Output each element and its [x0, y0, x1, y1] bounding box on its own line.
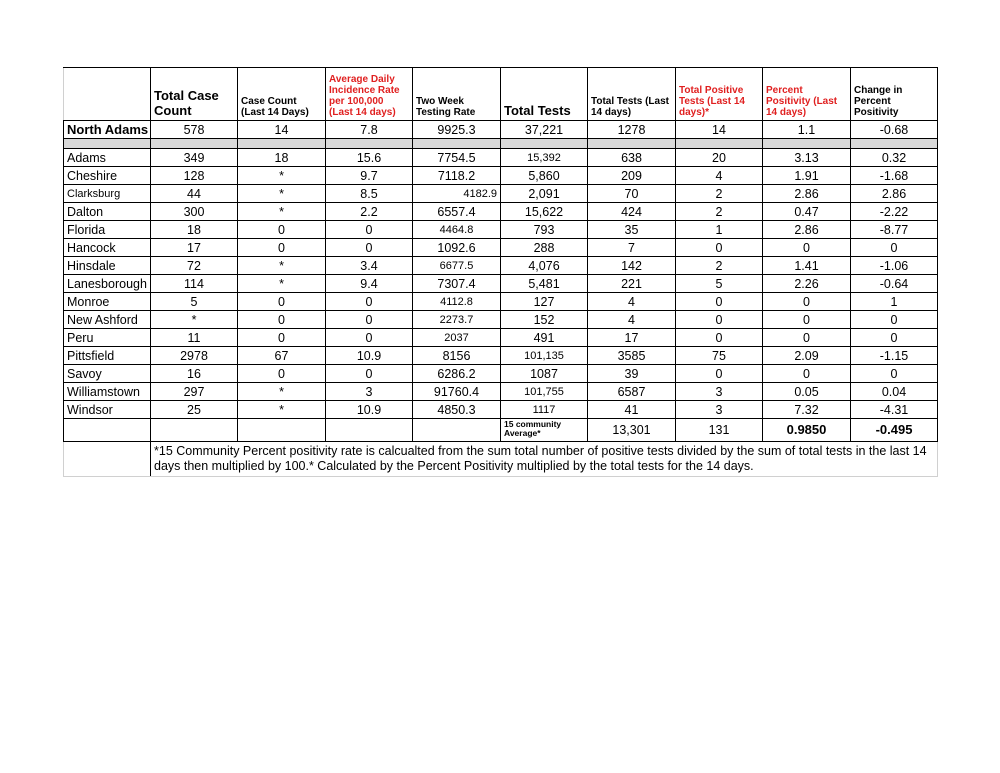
cell: 0 — [326, 329, 413, 347]
cell: -4.31 — [851, 401, 938, 419]
cell: 6677.5 — [413, 257, 501, 275]
north-adams-row — [64, 121, 938, 139]
cell: 0 — [326, 293, 413, 311]
cell: 35 — [588, 221, 676, 239]
cell: 0 — [763, 311, 851, 329]
average-change: -0.495 — [851, 419, 938, 442]
cell: -0.64 — [851, 275, 938, 293]
cell: 7.8 — [326, 121, 413, 139]
cell: 4,076 — [501, 257, 588, 275]
blank-cell — [238, 419, 326, 442]
cell: 2 — [676, 203, 763, 221]
blank-cell — [64, 419, 151, 442]
header-total-positive: Total Positive Tests (Last 14 days)* — [676, 68, 763, 121]
separator-row — [64, 139, 938, 149]
cell: 0 — [763, 293, 851, 311]
average-total-positive: 131 — [676, 419, 763, 442]
cell: 44 — [151, 185, 238, 203]
header-case-count-14: Case Count (Last 14 Days) — [238, 68, 326, 121]
cell: 8.5 — [326, 185, 413, 203]
table-row — [64, 383, 938, 401]
cell: 0 — [238, 311, 326, 329]
cell: 9.7 — [326, 167, 413, 185]
cell: 3585 — [588, 347, 676, 365]
cell: 0 — [763, 329, 851, 347]
blank-cell — [64, 442, 151, 477]
cell-town-name: Windsor — [64, 401, 151, 419]
cell: 578 — [151, 121, 238, 139]
cell: 10.9 — [326, 401, 413, 419]
cell: 67 — [238, 347, 326, 365]
cell: * — [238, 275, 326, 293]
cell: -2.22 — [851, 203, 938, 221]
cell: 9.4 — [326, 275, 413, 293]
cell: 10.9 — [326, 347, 413, 365]
cell: 5,481 — [501, 275, 588, 293]
table-row — [64, 167, 938, 185]
cell: 15,622 — [501, 203, 588, 221]
table-row — [64, 275, 938, 293]
cell: 11 — [151, 329, 238, 347]
cell: 152 — [501, 311, 588, 329]
footnote-row — [64, 442, 938, 477]
separator-cell — [238, 139, 326, 149]
footnote-text: *15 Community Percent positivity rate is calcualted from the sum total number of positive tests divided by the sum of total tests in the last 14 days then multiplied by 100.* Calculated by the Percent Positivity multiplied by the total tests for the 14 days. — [151, 442, 938, 477]
cell: 1092.6 — [413, 239, 501, 257]
header-row — [64, 68, 938, 121]
cell: 2.2 — [326, 203, 413, 221]
blank-cell — [151, 419, 238, 442]
cell: 91760.4 — [413, 383, 501, 401]
cell: 0 — [676, 293, 763, 311]
cell-town-name: Dalton — [64, 203, 151, 221]
cell: 41 — [588, 401, 676, 419]
cell: 39 — [588, 365, 676, 383]
cell-town-name: Pittsfield — [64, 347, 151, 365]
cell: 17 — [588, 329, 676, 347]
cell: 70 — [588, 185, 676, 203]
cell: 0 — [238, 239, 326, 257]
cell: -1.06 — [851, 257, 938, 275]
cell: 101,135 — [501, 347, 588, 365]
cell: 2 — [676, 257, 763, 275]
cell: 114 — [151, 275, 238, 293]
cell: 3 — [676, 383, 763, 401]
separator-cell — [326, 139, 413, 149]
cell: 0.32 — [851, 149, 938, 167]
table-row — [64, 185, 938, 203]
cell: 101,755 — [501, 383, 588, 401]
cell: 7754.5 — [413, 149, 501, 167]
cell: 0 — [238, 365, 326, 383]
table-row — [64, 221, 938, 239]
cell: 638 — [588, 149, 676, 167]
cell: 3.13 — [763, 149, 851, 167]
cell: 18 — [151, 221, 238, 239]
header-total-tests-14: Total Tests (Last 14 days) — [588, 68, 676, 121]
cell: 2037 — [413, 329, 501, 347]
cell: 424 — [588, 203, 676, 221]
cell-town-name: Peru — [64, 329, 151, 347]
cell: 0 — [763, 365, 851, 383]
cell: * — [238, 401, 326, 419]
cell: 5,860 — [501, 167, 588, 185]
table-row — [64, 293, 938, 311]
cell: 491 — [501, 329, 588, 347]
cell: 0 — [851, 311, 938, 329]
cell: 1.1 — [763, 121, 851, 139]
cell: 297 — [151, 383, 238, 401]
cell: 2.86 — [851, 185, 938, 203]
cell: 1.91 — [763, 167, 851, 185]
cell: 8156 — [413, 347, 501, 365]
cell: 142 — [588, 257, 676, 275]
cell: * — [151, 311, 238, 329]
table-row — [64, 347, 938, 365]
cell: 3.4 — [326, 257, 413, 275]
cell-town-name: Savoy — [64, 365, 151, 383]
cell: 6587 — [588, 383, 676, 401]
cell: 7.32 — [763, 401, 851, 419]
table-row — [64, 257, 938, 275]
cell: 15.6 — [326, 149, 413, 167]
cell-town-name: Hinsdale — [64, 257, 151, 275]
average-row — [64, 419, 938, 442]
separator-cell — [413, 139, 501, 149]
cell: 17 — [151, 239, 238, 257]
cell-town-name: Monroe — [64, 293, 151, 311]
cell: 7118.2 — [413, 167, 501, 185]
cell: 7 — [588, 239, 676, 257]
cell-town-name: North Adams — [64, 121, 151, 139]
cell: -8.77 — [851, 221, 938, 239]
table-row — [64, 401, 938, 419]
cell: 0 — [676, 329, 763, 347]
cell: 4182.9 — [413, 185, 501, 203]
table-row — [64, 365, 938, 383]
cell: -0.68 — [851, 121, 938, 139]
cell: * — [238, 383, 326, 401]
header-percent-positivity: Percent Positivity (Last 14 days) — [763, 68, 851, 121]
cell: 127 — [501, 293, 588, 311]
cell: * — [238, 203, 326, 221]
cell: 14 — [676, 121, 763, 139]
cell: 3 — [676, 401, 763, 419]
cell: 0 — [326, 365, 413, 383]
cell: 0.04 — [851, 383, 938, 401]
cell: 4 — [676, 167, 763, 185]
table-row — [64, 149, 938, 167]
cell: 0 — [676, 239, 763, 257]
cell: 4 — [588, 293, 676, 311]
cell: 2.86 — [763, 185, 851, 203]
cell-town-name: Clarksburg — [64, 185, 151, 203]
cell: 14 — [238, 121, 326, 139]
header-total-case-count: Total Case Count — [151, 68, 238, 121]
blank-cell — [413, 419, 501, 442]
cell: 0.05 — [763, 383, 851, 401]
cell: 0 — [851, 239, 938, 257]
cell: * — [238, 257, 326, 275]
cell: 0 — [851, 329, 938, 347]
header-change-positivity: Change in Percent Positivity — [851, 68, 938, 121]
cell: 288 — [501, 239, 588, 257]
cell: 9925.3 — [413, 121, 501, 139]
cell: 2.26 — [763, 275, 851, 293]
header-testing-rate: Two Week Testing Rate — [413, 68, 501, 121]
cell: 0 — [676, 365, 763, 383]
cell: 221 — [588, 275, 676, 293]
cell-town-name: Lanesborough — [64, 275, 151, 293]
cell: 4 — [588, 311, 676, 329]
cell: 0 — [763, 239, 851, 257]
cell: 20 — [676, 149, 763, 167]
cell: 4112.8 — [413, 293, 501, 311]
cell: 793 — [501, 221, 588, 239]
cell: -1.15 — [851, 347, 938, 365]
cell: 4850.3 — [413, 401, 501, 419]
cell: 0 — [238, 293, 326, 311]
cell: 7307.4 — [413, 275, 501, 293]
cell: 16 — [151, 365, 238, 383]
cell: 15,392 — [501, 149, 588, 167]
table-row — [64, 329, 938, 347]
cell: 0 — [238, 221, 326, 239]
cell: 349 — [151, 149, 238, 167]
cell: 0 — [326, 221, 413, 239]
cell-town-name: Hancock — [64, 239, 151, 257]
cell: 0 — [851, 365, 938, 383]
cell-town-name: Williamstown — [64, 383, 151, 401]
cell: * — [238, 167, 326, 185]
cell: 4464.8 — [413, 221, 501, 239]
header-blank — [64, 68, 151, 121]
separator-cell — [851, 139, 938, 149]
separator-cell — [763, 139, 851, 149]
covid-data-table — [63, 67, 938, 477]
cell: 2.09 — [763, 347, 851, 365]
cell: 1 — [676, 221, 763, 239]
cell: 2,091 — [501, 185, 588, 203]
cell: 0 — [238, 329, 326, 347]
cell: 5 — [151, 293, 238, 311]
separator-cell — [676, 139, 763, 149]
average-label: 15 community Average* — [501, 419, 588, 442]
cell: -1.68 — [851, 167, 938, 185]
cell-town-name: Cheshire — [64, 167, 151, 185]
cell: 25 — [151, 401, 238, 419]
cell-town-name: Adams — [64, 149, 151, 167]
cell-town-name: Florida — [64, 221, 151, 239]
blank-cell — [326, 419, 413, 442]
average-total-tests-14: 13,301 — [588, 419, 676, 442]
cell: 37,221 — [501, 121, 588, 139]
cell: 2273.7 — [413, 311, 501, 329]
table-row — [64, 203, 938, 221]
cell: 1087 — [501, 365, 588, 383]
header-total-tests: Total Tests — [501, 68, 588, 121]
cell: 6286.2 — [413, 365, 501, 383]
cell: 18 — [238, 149, 326, 167]
cell: * — [238, 185, 326, 203]
cell: 72 — [151, 257, 238, 275]
table-row — [64, 311, 938, 329]
cell: 2.86 — [763, 221, 851, 239]
cell: 75 — [676, 347, 763, 365]
cell: 3 — [326, 383, 413, 401]
cell: 1 — [851, 293, 938, 311]
cell: 2 — [676, 185, 763, 203]
cell: 0 — [326, 311, 413, 329]
separator-cell — [64, 139, 151, 149]
cell: 209 — [588, 167, 676, 185]
cell: 0 — [676, 311, 763, 329]
cell: 1117 — [501, 401, 588, 419]
cell: 300 — [151, 203, 238, 221]
cell: 6557.4 — [413, 203, 501, 221]
table-row — [64, 239, 938, 257]
average-percent-positivity: 0.9850 — [763, 419, 851, 442]
cell: 1.41 — [763, 257, 851, 275]
separator-cell — [588, 139, 676, 149]
cell: 2978 — [151, 347, 238, 365]
cell: 128 — [151, 167, 238, 185]
separator-cell — [501, 139, 588, 149]
separator-cell — [151, 139, 238, 149]
cell: 1278 — [588, 121, 676, 139]
cell: 0.47 — [763, 203, 851, 221]
cell: 0 — [326, 239, 413, 257]
header-incidence-rate: Average Daily Incidence Rate per 100,000 (Last 14 days) — [326, 68, 413, 121]
cell: 5 — [676, 275, 763, 293]
cell-town-name: New Ashford — [64, 311, 151, 329]
